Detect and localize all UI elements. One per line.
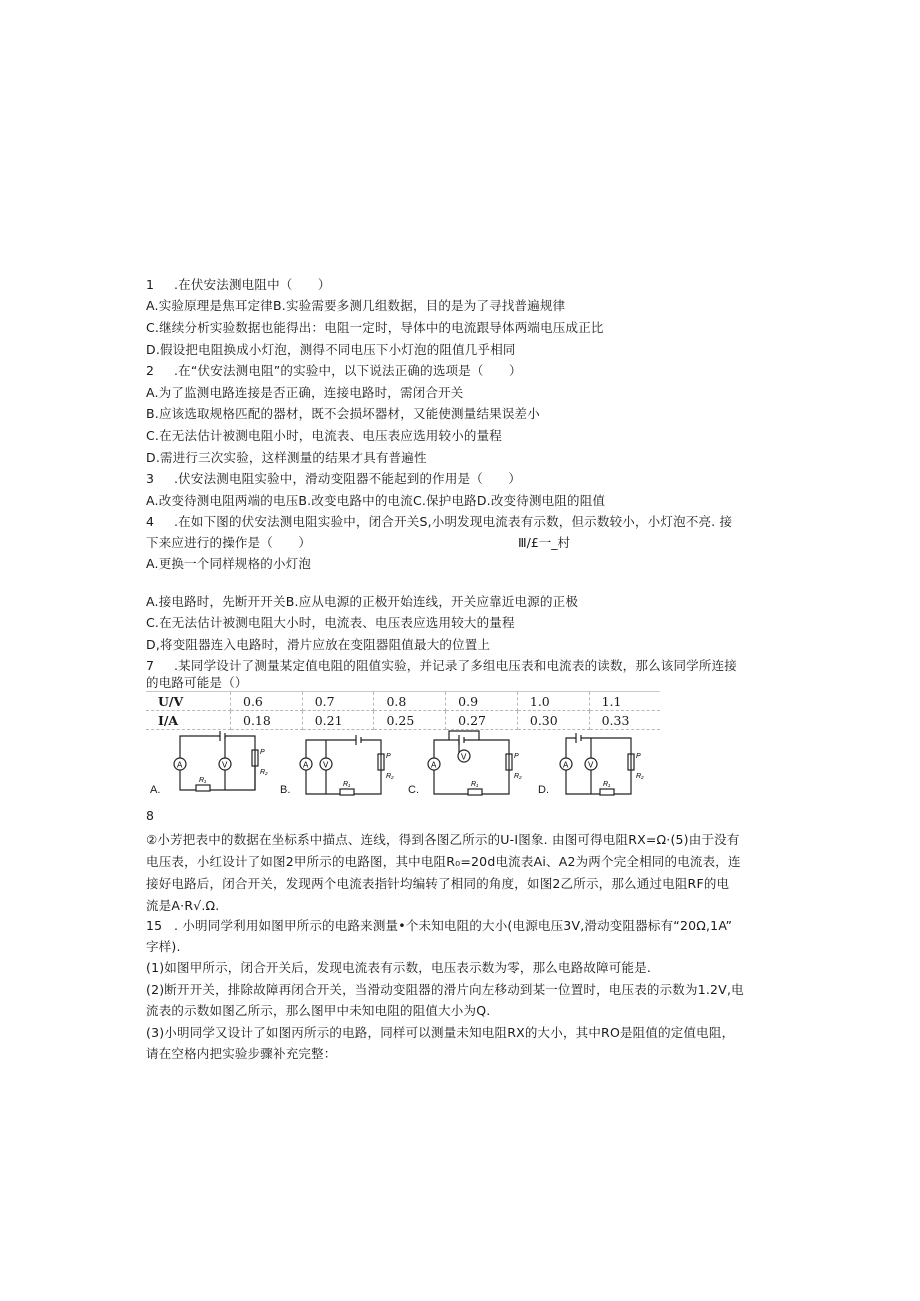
- circuit-label-c: C.: [408, 784, 419, 796]
- resistor-r1-label: R₁: [199, 777, 207, 784]
- circuit-label-d: D.: [538, 784, 549, 796]
- q7-data-table: [146, 691, 660, 730]
- circuit-diagram-a: [170, 728, 295, 800]
- ammeter-symbol: A: [563, 760, 569, 770]
- circuit-label-a: A.: [150, 784, 161, 796]
- voltmeter-symbol: V: [222, 760, 228, 770]
- q15-part3-line2: 请在空格内把实验步骤补充完整：: [146, 1046, 337, 1061]
- table-cell: 0.21: [302, 711, 374, 730]
- circuit-diagram-d: [556, 728, 681, 800]
- q3-stem: [146, 471, 521, 487]
- table-cell: 0.6: [231, 692, 303, 711]
- circuit-diagram-c: [424, 728, 549, 800]
- table-cell: 0.8: [374, 692, 446, 711]
- ammeter-symbol: A: [431, 760, 437, 770]
- table-cell: 0.25: [374, 711, 446, 730]
- q2-stem-text: .在“伏安法测电阻”的实验中，以下说法正确的选项是（ ）: [174, 363, 522, 378]
- rheostat-r2-label: R₂: [636, 773, 644, 780]
- q4-option-a: A.更换一个同样规格的小灯泡: [146, 556, 312, 571]
- q5-option-ab: A.接电路时，先断开开关B.应从电源的正极开始连线，开关应靠近电源的正极: [146, 594, 579, 609]
- table-cell: 0.27: [446, 711, 518, 730]
- q2-stem: [146, 363, 522, 379]
- ammeter-symbol: A: [303, 760, 309, 770]
- q7-stem-line1: [146, 658, 737, 674]
- q4-stem-text: .在如下图的伏安法测电阻实验中，闭合开关S,小明发现电流表有示数，但示数较小，小灯泡不亮. 接: [174, 514, 733, 529]
- q1-stem-text: .在伏安法测电阻中（ ）: [174, 277, 331, 292]
- table-cell: 0.33: [589, 711, 660, 730]
- table-row-voltage: [146, 692, 660, 711]
- table-cell: 0.18: [231, 711, 303, 730]
- q2-option-c: C.在无法估计被测电阻小时，电流表、电压表应选用较小的量程: [146, 428, 503, 443]
- table-row-current: [146, 711, 660, 730]
- q7-stem-text: .某同学设计了测量某定值电阻的阻值实验，并记录了多组电压表和电流表的读数，那么该同学所连接: [174, 658, 737, 673]
- resistor-r1-label: R₁: [471, 781, 479, 788]
- q8-line2: 电压表，小红设计了如图2甲所示的电路图，其中电阻R₀=20d电流表Ai、A2为两个完全相同的电流表，连: [146, 854, 741, 869]
- q8-line3: 接好电路后，闭合开关，发现两个电流表指针均编转了相同的角度，如图2乙所示，那么通过电阻RF的电: [146, 876, 730, 891]
- table-cell: 0.9: [446, 692, 518, 711]
- rheostat-r2-label: R₂: [386, 773, 394, 780]
- q2-option-d: D.需进行三次实验，这样测量的结果才具有普遍性: [146, 450, 427, 465]
- q15-stem-text: . 小明同学利用如图甲所示的电路来测量•个未知电阻的大小(电源电压3V,滑动变阻器标有“20Ω,1A”: [174, 918, 733, 933]
- slider-label: P: [514, 753, 519, 760]
- q8-line1: ②小芳把表中的数据在坐标系中描点、连线，得到各图乙所示的U-I图象. 由图可得电阻RX=Ω·(5)由于没有: [146, 832, 740, 847]
- q15-part3-line1: (3)小明同学又设计了如图丙所示的电路，同样可以测量未知电阻RX的大小，其中RO是阻值的定值电阻，: [146, 1025, 735, 1040]
- q15-part1: (1)如图甲所示，闭合开关后，发现电流表有示数，电压表示数为零，那么电路故障可能是.: [146, 960, 652, 975]
- q3-stem-text: .伏安法测电阻实验中，滑动变阻器不能起到的作用是（ ）: [174, 471, 522, 486]
- table-header-current: I/A: [146, 711, 231, 730]
- q15-part2-line1: (2)断开开关，排除故障再闭合开关，当滑动变阻器的滑片向左移动到某一位置时，电压表的示数为1.2V,电: [146, 982, 744, 997]
- rheostat-r2-label: R₂: [260, 769, 268, 776]
- q1-number: 1: [146, 277, 155, 292]
- q15-number: 15: [146, 918, 163, 933]
- q2-option-b: B.应该选取规格匹配的器材，既不会损坏器材，又能使测量结果误差小: [146, 406, 540, 421]
- q5-option-c: C.在无法估计被测电阻大小时，电流表、电压表应选用较大的量程: [146, 615, 515, 630]
- slider-label: P: [636, 753, 641, 760]
- q15-part2-line2: 流表的示数如图乙所示，那么图甲中未知电阻的阻值大小为Q.: [146, 1003, 491, 1018]
- resistor-r1-label: R₁: [343, 781, 351, 788]
- circuit-label-b: B.: [280, 784, 291, 796]
- table-cell: 0.30: [517, 711, 589, 730]
- q15-stem-line2: 字样).: [146, 939, 181, 954]
- q1-stem: [146, 277, 331, 293]
- q5-option-d: D,将变阻器连入电路时，滑片应放在变阻器阻值最大的位置上: [146, 637, 491, 652]
- q8-number: 8: [146, 808, 155, 823]
- q8-line4: 流是A·R√.Ω.: [146, 898, 220, 913]
- q1-option-ab: A.实验原理是焦耳定律B.实验需要多测几组数据，目的是为了寻找普遍规律: [146, 298, 566, 313]
- q7-number: 7: [146, 658, 155, 673]
- q4-number: 4: [146, 514, 155, 529]
- q4-side-note: Ⅲ/£一_村: [518, 535, 571, 550]
- table-cell: 1.0: [517, 692, 589, 711]
- q3-number: 3: [146, 471, 155, 486]
- slider-label: P: [260, 749, 265, 756]
- q4-stem-line1: [146, 514, 732, 530]
- voltmeter-symbol: V: [461, 752, 467, 762]
- q2-option-a: A.为了监测电路连接是否正确，连接电路时，需闭合开关: [146, 385, 464, 400]
- voltmeter-symbol: V: [323, 760, 329, 770]
- q2-number: 2: [146, 363, 155, 378]
- q3-options: A.改变待测电阻两端的电压B.改变电路中的电流C.保护电路D.改变待测电阻的阻值: [146, 493, 606, 508]
- circuit-diagram-b: [296, 728, 421, 800]
- table-cell: 0.7: [302, 692, 374, 711]
- ammeter-symbol: A: [177, 760, 183, 770]
- q1-option-d: D.假设把电阻换成小灯泡，测得不同电压下小灯泡的阻值几乎相同: [146, 342, 516, 357]
- rheostat-r2-label: R₂: [514, 773, 522, 780]
- voltmeter-symbol: V: [588, 760, 594, 770]
- q15-stem-line1: [146, 918, 732, 934]
- q7-circuit-options: [146, 728, 666, 803]
- q4-stem-line2: 下来应进行的操作是（ ）: [146, 535, 312, 550]
- slider-label: P: [386, 753, 391, 760]
- resistor-r1-label: R₁: [603, 781, 611, 788]
- table-header-voltage: U/V: [146, 692, 231, 711]
- q7-stem-line2: 的电路可能是（）: [146, 675, 248, 690]
- q1-option-c: C.继续分析实验数据也能得出：电阻一定时，导体中的电流跟导体两端电压成正比: [146, 320, 604, 335]
- table-cell: 1.1: [589, 692, 660, 711]
